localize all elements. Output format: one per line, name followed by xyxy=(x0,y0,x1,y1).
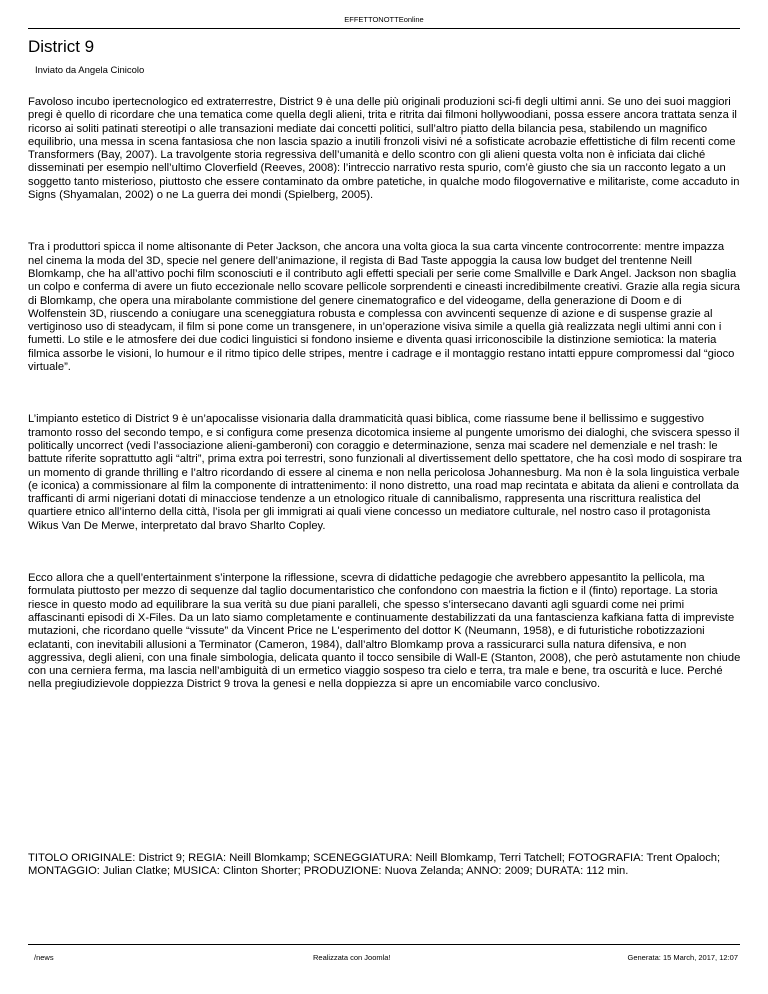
article-title: District 9 xyxy=(28,37,95,56)
footer-made-with: Realizzata con Joomla! xyxy=(313,953,391,962)
paragraph-3: L’impianto estetico di District 9 è un’apocalisse visionaria dalla drammaticità quasi biblica, come riassume bene il bellissimo e suggestivo tramonto rosso del secondo tempo, e si configura come presenza dicotomica insieme al pungente umorismo dei dialoghi, che sviscera spesso il politically uncorrect (vedi l’associazione alieni-gamberoni) con coraggio e determinazione, senza mai scadere nel demenziale e nel trash: le battute riferite soprattutto agli “altri”, prima extra poi terrestri, sono funzionali al divertissement dello spettatore, che ha così modo di sospirare tra un momento di grande thrilling e l’altro ricordando di essere al cinema e non nella pericolosa Johannesburg. Ma non è la sola linguistica verbale (e iconica) a commissionare al film la componente di intrattenimento: il nono distretto, una road map recintata e abitata da alieni e controllata da trafficanti di armi nigeriani dotati di minacciose tendenze a un etnologico rituale di cannibalismo, rappresenta una riscrittura realistica del quartiere etnico all’interno della città, l’isola per gli immigrati ai quali viene concesso un mediatore culturale, nel nostro caso il protagonista Wikus Van De Merwe, interpretato dal bravo Sharlto Copley. xyxy=(28,413,742,532)
paragraph-1: Favoloso incubo ipertecnologico ed extraterrestre, District 9 è una delle più originali produzioni sci-fi degli ultimi anni. Se uno dei suoi maggiori pregi è quello di ricordare che una tematica come quella degli alieni, trita e ritrita dai filmoni hollywoodiani, possa essere ancora trattata senza il ricorso ai soliti patinati stereotipi o alle transazioni mediate dai concetti politici, sull’altro piatto della bilancia pesa, stabilendo un magnifico equilibrio, una messa in scena fantasiosa che non lascia spazio a inutili fronzoli visivi né a sofisticate acrobazie effettistiche di film recenti come Transformers (Bay, 2007). La travolgente storia regressiva dell’umanità e dello scontro con gli alieni questa volta non è inficiata dai cliché disseminati per esempio nell’ultimo Cloverfield (Reeves, 2008): l’intreccio narrativo resta spurio, com’è giusto che sia un racconto legato a un soggetto tanto misterioso, piuttosto che essere contaminato da ombre patetiche, in qualche modo filogovernative e militariste, come accaduto in Signs (Shyamalan, 2002) o ne La guerra dei mondi (Spielberg, 2005). xyxy=(28,96,740,202)
page-footer xyxy=(28,944,740,965)
film-credits: TITOLO ORIGINALE: District 9; REGIA: Neill Blomkamp; SCENEGGIATURA: Neill Blomkamp, Terri Tatchell; FOTOGRAFIA: Trent Opaloch; MONTAGGIO: Julian Clatke; MUSICA: Clinton Shorter; PRODUZIONE: Nuova Zelanda; ANNO: 2009; DURATA: 112 min. xyxy=(28,852,721,878)
footer-generated-date: Generata: 15 March, 2017, 12:07 xyxy=(627,953,738,962)
footer-path: /news xyxy=(34,953,54,962)
page-header xyxy=(28,0,740,29)
paragraph-2: Tra i produttori spicca il nome altisonante di Peter Jackson, che ancora una volta gioca la sua carta vincente controcorrente: mentre impazza nel cinema la moda del 3D, specie nel genere dell’animazione, il regista di Bad Taste appoggia la causa low budget del trentenne Neill Blomkamp, che ha all’attivo pochi film sconosciuti e il contributo agli effetti speciali per serie come Smallville e Dark Angel. Jackson non sbaglia un colpo e conferma di avere un fiuto eccezionale nello scovare pellicole sorprendenti e cineasti incredibilmente creativi. Grazie alla regia sicura di Blomkamp, che opera una mirabolante commistione del genere cinematografico e del videogame, della generazione di Doom e di Wolfenstein 3D, riuscendo a coniugare una sceneggiatura robusta e complessa con avvincenti sequenze di azione e di suspense grazie al vertiginoso uso di steadycam, il film si pone come un transgenere, in un’operazione visiva simile a quella già realizzata negli ultimi anni con i fumetti. Lo stile e le atmosfere dei due codici linguistici si fondono insieme e diventa quasi irriconoscibile la distinzione semiotica: la materia filmica assorbe le visioni, lo humour e il ritmo tipico delle stripes, mentre i cadrage e il montaggio restano intatti eppure compromessi dal “gioco virtuale”. xyxy=(28,241,741,374)
paragraph-4: Ecco allora che a quell’entertainment s’interpone la riflessione, scevra di didattiche pedagogie che avrebbero appesantito la pellicola, ma formulata piuttosto per mezzo di sequenze dal taglio documentaristico che confondono con maestria la fiction e il (finto) reportage. La storia riesce in questo modo ad equilibrare la sua verità su due piani paralleli, che spesso s’intersecano davanti agli sguardi come nei primi affascinanti episodi di X-Files. Da un lato siamo completamente e continuamente destabilizzati da una fantascienza kafkiana fatta di impreviste mutazioni, che ricordano quelle “vissute” da Vincent Price ne L'esperimento del dottor K (Neumann, 1958), e di futuristiche robotizzazioni eclatanti, con inevitabili allusioni a Terminator (Cameron, 1984), dall’altro Blomkamp prova a rassicurarci sulla natura difensiva, e non aggressiva, degli alieni, con una finale simbologia, delicata quanto il tocco sensibile di Wall-E (Stanton, 2008), che però astutamente non chiude con una cerniera ferma, ma lascia nell’ambiguità di un ermetico viaggio sospeso tra cielo e terra, tra male e bene, tra oscurità e luce. Perché nella pregiudizievole doppiezza District 9 trova la genesi e nella doppiezza si apre un encomiabile varco conclusivo. xyxy=(28,572,741,691)
article-author: Inviato da Angela Cinicolo xyxy=(35,65,145,76)
site-name: EFFETTONOTTEonline xyxy=(344,15,424,24)
article-body xyxy=(28,96,742,731)
